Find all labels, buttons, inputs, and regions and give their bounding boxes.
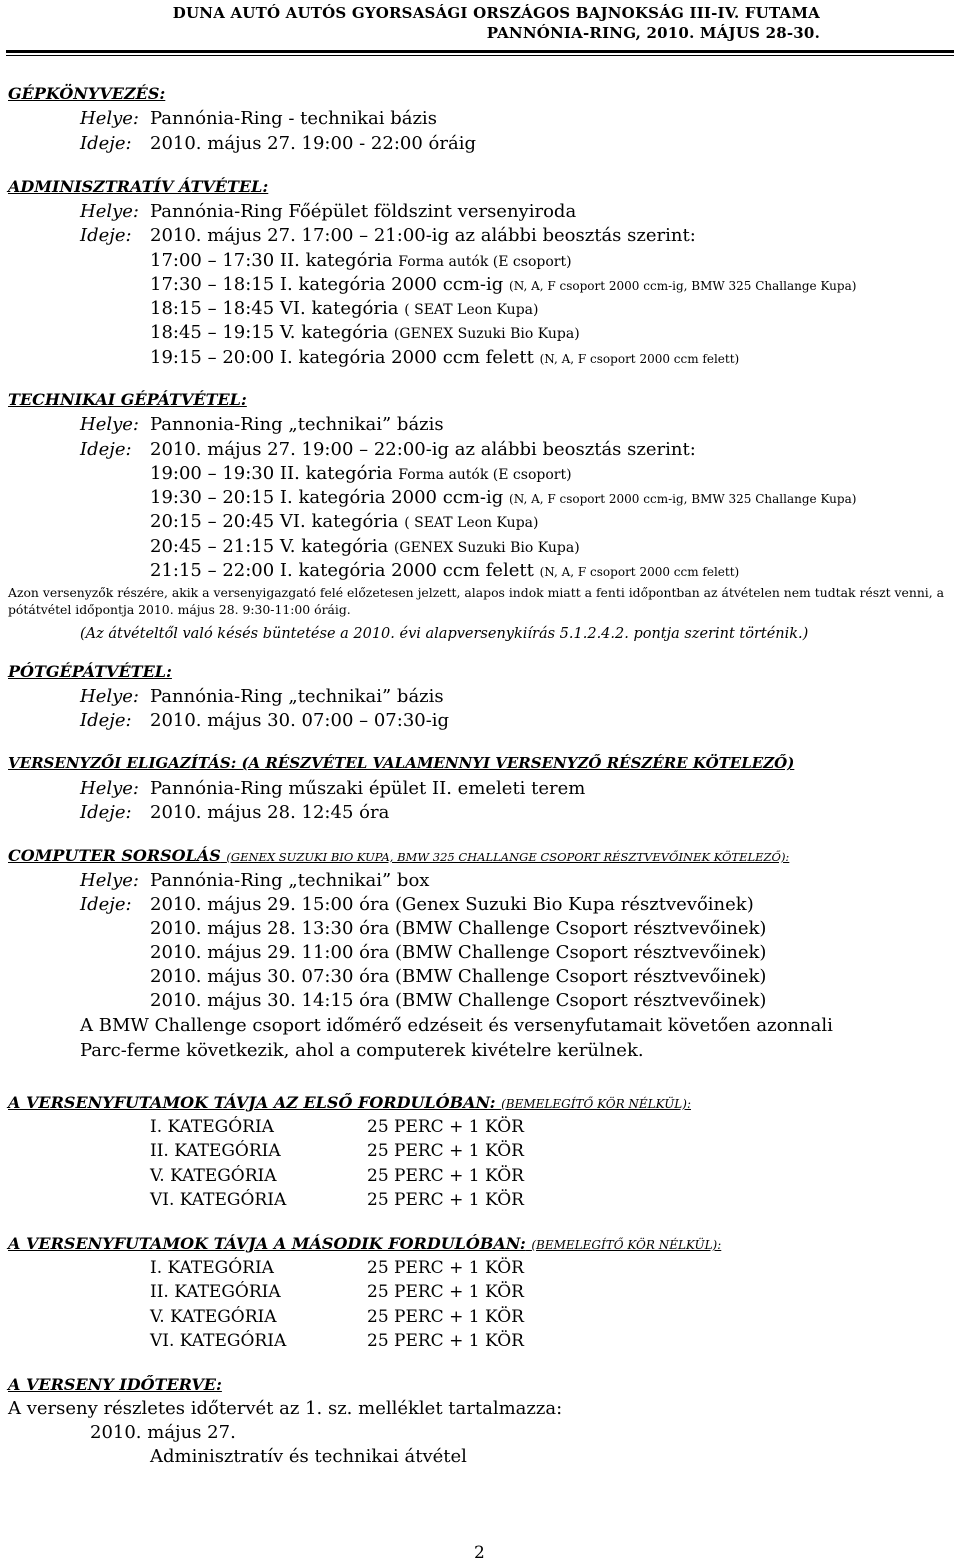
tech-schedule-row: 19:30 – 20:15 I. kategória 2000 ccm-ig (N, A, F csoport 2000 ccm-ig, BMW 325 Challange Kupa) — [150, 487, 857, 508]
header-rule-thin — [6, 55, 954, 56]
header-line-2: PANNÓNIA-RING, 2010. MÁJUS 28-30. — [486, 24, 820, 42]
helye-label: Helye: — [80, 201, 139, 222]
race-distance: 25 PERC + 1 KÖR — [367, 1190, 524, 1210]
ideje-label: Ideje: — [80, 439, 132, 460]
ideje-label: Ideje: — [80, 802, 132, 823]
category-label: V. KATEGÓRIA — [150, 1166, 277, 1186]
race-distance: 25 PERC + 1 KÖR — [367, 1166, 524, 1186]
section-idoterv-title: A VERSENY IDŐTERVE: — [8, 1375, 222, 1394]
race-distance: 25 PERC + 1 KÖR — [367, 1117, 524, 1137]
category-label: II. KATEGÓRIA — [150, 1141, 281, 1161]
section-eligazitas-title: VERSENYZŐI ELIGAZÍTÁS: (A RÉSZVÉTEL VALAMENNYI VERSENYZŐ RÉSZÉRE KÖTELEZŐ) — [8, 754, 795, 772]
tech-penalty-note: (Az átvételtől való késés büntetése a 2010. évi alapversenykiírás 5.1.2.4.2. pontja szerint történik.) — [80, 626, 809, 642]
tech-helye: Pannonia-Ring „technikai” bázis — [150, 414, 444, 435]
ideje-label: Ideje: — [80, 710, 132, 731]
sorsolas-note-2: Parc-ferme következik, ahol a computerek kivételre kerülnek. — [80, 1040, 644, 1061]
section-tech-title: TECHNIKAI GÉPÁTVÉTEL: — [8, 390, 247, 409]
header-rule — [6, 50, 954, 53]
header-line-1: DUNA AUTÓ AUTÓS GYORSASÁGI ORSZÁGOS BAJNOKSÁG III-IV. FUTAMA — [172, 4, 820, 22]
category-label: I. KATEGÓRIA — [150, 1117, 274, 1137]
tech-ideje: 2010. május 27. 19:00 – 22:00-ig az alábbi beosztás szerint: — [150, 439, 696, 460]
helye-label: Helye: — [80, 686, 139, 707]
sorsolas-time: 2010. május 28. 13:30 óra (BMW Challenge Csoport résztvevőinek) — [150, 918, 767, 939]
race-distance: 25 PERC + 1 KÖR — [367, 1258, 524, 1278]
ideje-label: Ideje: — [80, 894, 132, 915]
idoterv-line-2: 2010. május 27. — [90, 1422, 236, 1443]
admin-schedule-row: 17:30 – 18:15 I. kategória 2000 ccm-ig (N, A, F csoport 2000 ccm-ig, BMW 325 Challange Kupa) — [150, 274, 857, 295]
category-label: VI. KATEGÓRIA — [150, 1331, 287, 1351]
helye-label: Helye: — [80, 414, 139, 435]
race-distance: 25 PERC + 1 KÖR — [367, 1331, 524, 1351]
idoterv-line-3: Adminisztratív és technikai átvétel — [150, 1446, 467, 1467]
tech-schedule-row: 20:45 – 21:15 V. kategória (GENEX Suzuki Bio Kupa) — [150, 536, 580, 557]
helye-label: Helye: — [80, 108, 139, 129]
admin-helye: Pannónia-Ring Főépület földszint versenyiroda — [150, 201, 577, 222]
page-number: 2 — [474, 1543, 485, 1563]
section-gepkonyvezes-title: GÉPKÖNYVEZÉS: — [8, 84, 166, 103]
section-admin-title: ADMINISZTRATÍV ÁTVÉTEL: — [8, 177, 269, 196]
category-label: VI. KATEGÓRIA — [150, 1190, 287, 1210]
sorsolas-note-1: A BMW Challenge csoport időmérő edzéseit és versenyfutamait követően azonnali — [80, 1015, 833, 1036]
category-label: II. KATEGÓRIA — [150, 1282, 281, 1302]
admin-schedule-row: 18:15 – 18:45 VI. kategória ( SEAT Leon Kupa) — [150, 298, 539, 319]
sorsolas-time: 2010. május 29. 11:00 óra (BMW Challenge Csoport résztvevőinek) — [150, 942, 767, 963]
section-pot-title: PÓTGÉPÁTVÉTEL: — [8, 662, 172, 681]
pot-ideje: 2010. május 30. 07:00 – 07:30-ig — [150, 710, 450, 731]
tech-schedule-row: 19:00 – 19:30 II. kategória Forma autók (E csoport) — [150, 463, 572, 484]
race-distance: 25 PERC + 1 KÖR — [367, 1307, 524, 1327]
sorsolas-subtitle: (GENEX SUZUKI BIO KUPA, BMW 325 CHALLANGE CSOPORT RÉSZTVEVŐINEK KÖTELEZŐ): — [226, 850, 790, 864]
tech-note-paragraph: Azon versenyzők részére, akik a versenyigazgató felé előzetesen jelzett, alapos indok miatt a fenti időpontban az átvételen nem tudtak részt venni, a pótátvétel időpontja 2010. május 28. 9:30-11:00 óráig. — [8, 585, 945, 617]
admin-schedule-row: 18:45 – 19:15 V. kategória (GENEX Suzuki Bio Kupa) — [150, 322, 580, 343]
tech-schedule-row: 20:15 – 20:45 VI. kategória ( SEAT Leon Kupa) — [150, 511, 539, 532]
gepkonyvezes-ideje: 2010. május 27. 19:00 - 22:00 óráig — [150, 133, 476, 154]
helye-label: Helye: — [80, 778, 139, 799]
second-round-subtitle: (BEMELEGÍTŐ KÖR NÉLKÜL): — [531, 1238, 722, 1252]
category-label: V. KATEGÓRIA — [150, 1307, 277, 1327]
section-sorsolas-title: COMPUTER SORSOLÁS (GENEX SUZUKI BIO KUPA, BMW 325 CHALLANGE CSOPORT RÉSZTVEVŐINEK KÖTELEZŐ): — [8, 846, 790, 865]
sorsolas-helye: Pannónia-Ring „technikai” box — [150, 870, 430, 891]
admin-schedule-row: 19:15 – 20:00 I. kategória 2000 ccm felett (N, A, F csoport 2000 ccm felett) — [150, 347, 740, 368]
gepkonyvezes-helye: Pannónia-Ring - technikai bázis — [150, 108, 437, 129]
section-first-round-title: A VERSENYFUTAMOK TÁVJA AZ ELSŐ FORDULÓBAN: (BEMELEGÍTŐ KÖR NÉLKÜL): — [8, 1093, 691, 1112]
ideje-label: Ideje: — [80, 225, 132, 246]
first-round-subtitle: (BEMELEGÍTŐ KÖR NÉLKÜL): — [501, 1097, 691, 1111]
sorsolas-time: 2010. május 30. 14:15 óra (BMW Challenge Csoport résztvevőinek) — [150, 990, 767, 1011]
helye-label: Helye: — [80, 870, 139, 891]
sorsolas-time: 2010. május 30. 07:30 óra (BMW Challenge Csoport résztvevőinek) — [150, 966, 767, 987]
admin-schedule-row: 17:00 – 17:30 II. kategória Forma autók (E csoport) — [150, 250, 572, 271]
sorsolas-time: 2010. május 29. 15:00 óra (Genex Suzuki Bio Kupa résztvevőinek) — [150, 894, 754, 915]
tech-schedule-row: 21:15 – 22:00 I. kategória 2000 ccm felett (N, A, F csoport 2000 ccm felett) — [150, 560, 740, 581]
idoterv-line-1: A verseny részletes időtervét az 1. sz. melléklet tartalmazza: — [8, 1398, 563, 1419]
race-distance: 25 PERC + 1 KÖR — [367, 1282, 524, 1302]
section-second-round-title: A VERSENYFUTAMOK TÁVJA A MÁSODIK FORDULÓBAN: (BEMELEGÍTŐ KÖR NÉLKÜL): — [8, 1234, 722, 1253]
race-distance: 25 PERC + 1 KÖR — [367, 1141, 524, 1161]
category-label: I. KATEGÓRIA — [150, 1258, 274, 1278]
eligazitas-helye: Pannónia-Ring műszaki épület II. emeleti terem — [150, 778, 586, 799]
eligazitas-ideje: 2010. május 28. 12:45 óra — [150, 802, 390, 823]
ideje-label: Ideje: — [80, 133, 132, 154]
pot-helye: Pannónia-Ring „technikai” bázis — [150, 686, 444, 707]
admin-ideje: 2010. május 27. 17:00 – 21:00-ig az alábbi beosztás szerint: — [150, 225, 696, 246]
